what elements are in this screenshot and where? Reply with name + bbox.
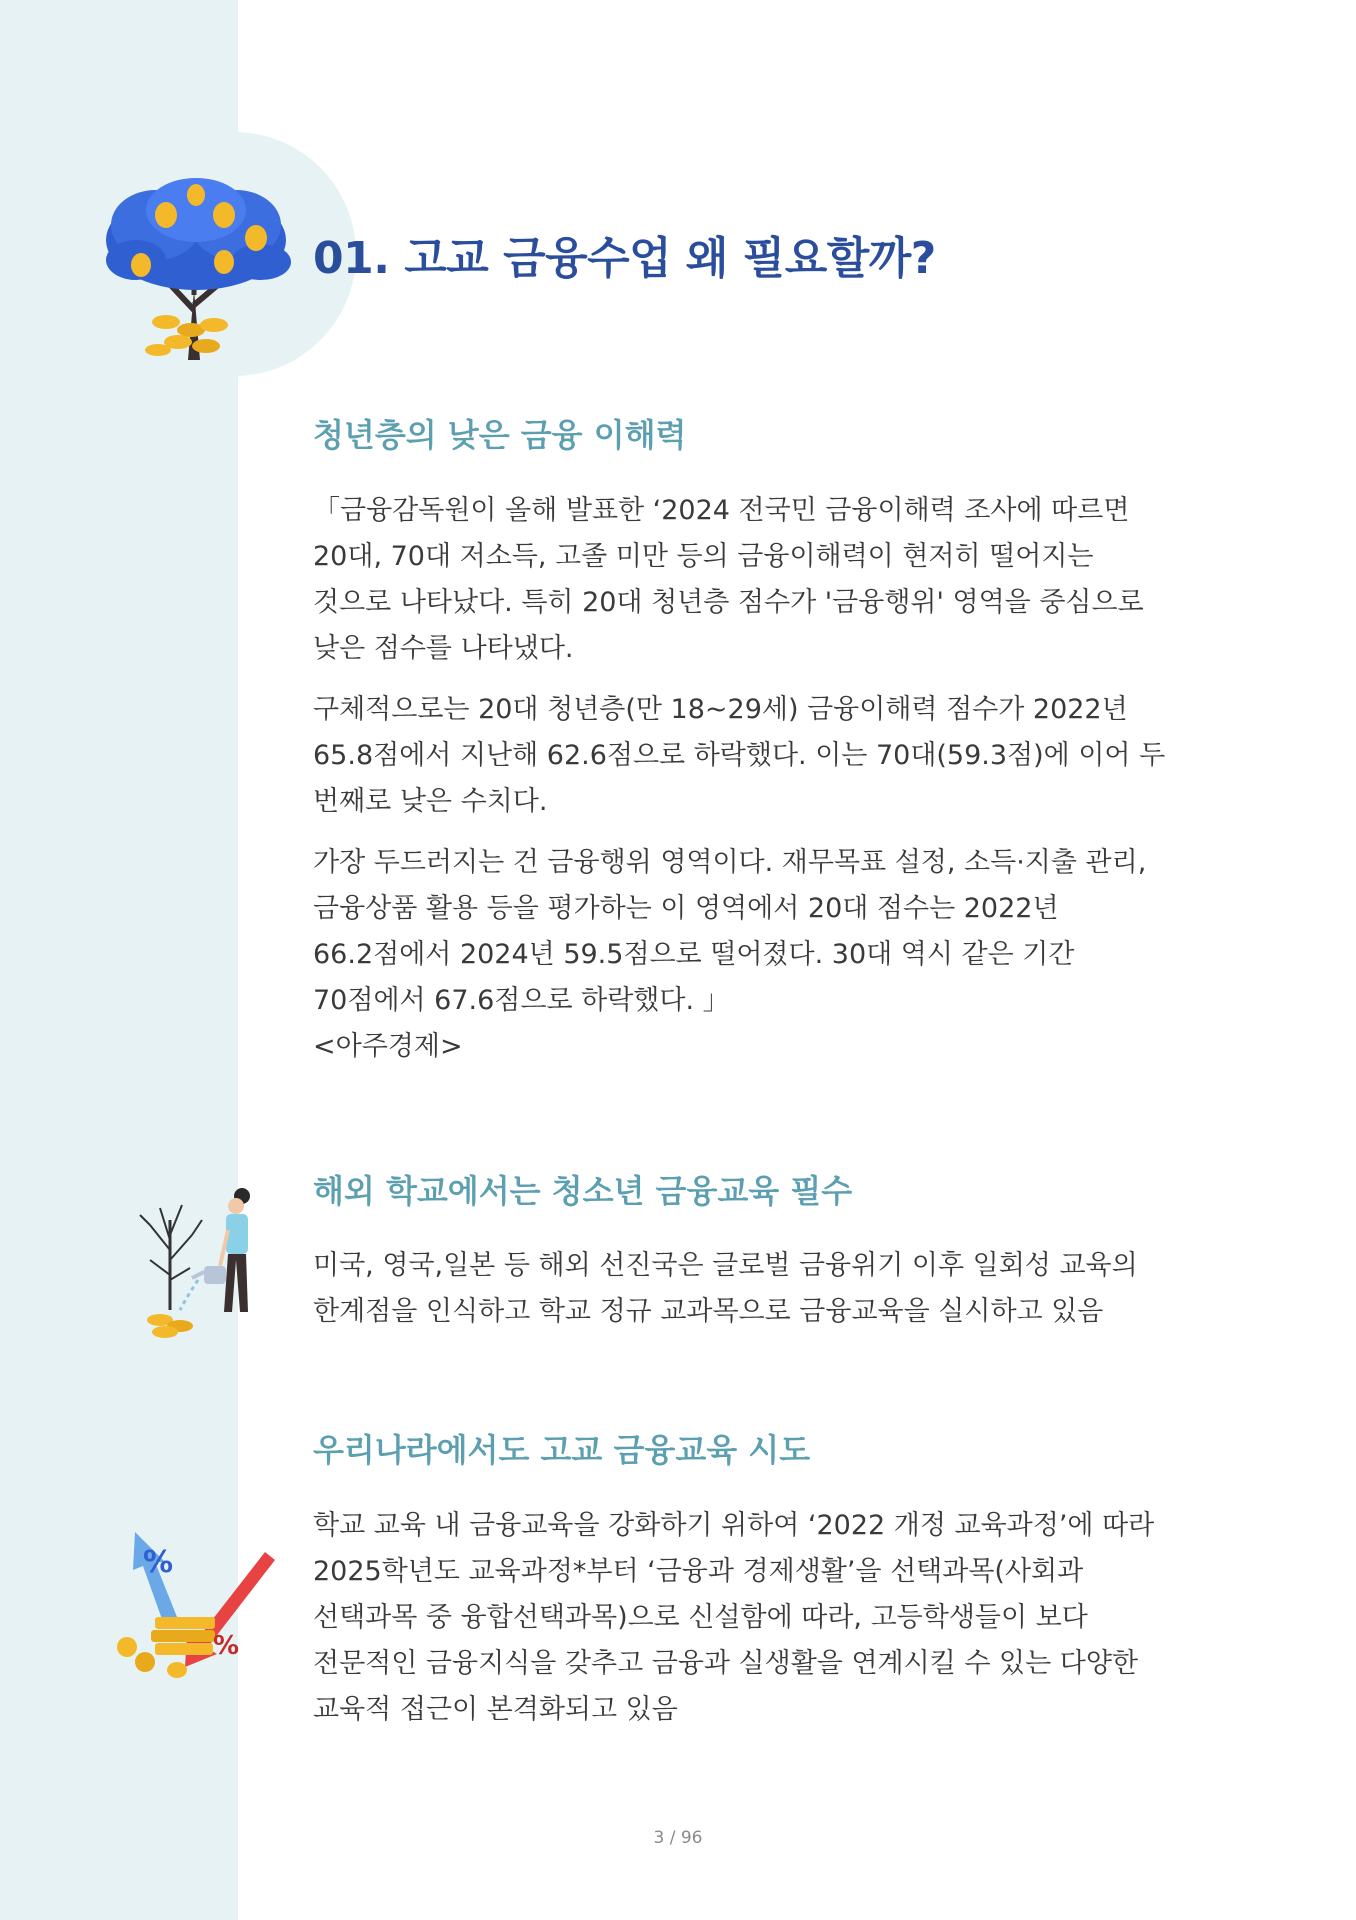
text-line: 66.2점에서 2024년 59.5점으로 떨어졌다. 30대 역시 같은 기간 <box>313 939 1075 970</box>
text-line: 2025학년도 교육과정*부터 ‘금융과 경제생활’을 선택과목(사회과 <box>313 1556 1084 1587</box>
text-line: 20대, 70대 저소득, 고졸 미만 등의 금융이해력이 현저히 떨어지는 <box>313 541 1094 572</box>
section-body-korea-schools <box>313 1503 1213 1748</box>
percent-arrows-coins-icon <box>115 1522 275 1682</box>
text-line: 번째로 낮은 수치다. <box>313 786 548 817</box>
text-line: 학교 교육 내 금융교육을 강화하기 위하여 ‘2022 개정 교육과정’에 따라 <box>313 1510 1155 1541</box>
text-line: 구체적으로는 20대 청년층(만 18~29세) 금융이해력 점수가 2022년 <box>313 694 1128 725</box>
text-line: 금융상품 활용 등을 평가하는 이 영역에서 20대 점수는 2022년 <box>313 893 1059 924</box>
section-heading-korea-schools: 우리나라에서도 고교 금융교육 시도 <box>313 1431 811 1469</box>
text-line: 낮은 점수를 나타냈다. <box>313 633 574 664</box>
paragraph <box>313 1243 1213 1335</box>
text-line: 교육적 접근이 본격화되고 있음 <box>313 1694 678 1725</box>
text-line: 가장 두드러지는 건 금융행위 영역이다. 재무목표 설정, 소득·지출 관리, <box>313 847 1147 878</box>
section-body-overseas-schools <box>313 1243 1213 1350</box>
text-line: 것으로 나타났다. 특히 20대 청년층 점수가 '금융행위' 영역을 중심으로 <box>313 587 1144 618</box>
text-line: 70점에서 67.6점으로 하락했다. 」 <box>313 985 730 1016</box>
section-body-youth-literacy <box>313 488 1213 1085</box>
percent-glyph-red: % <box>213 1631 240 1661</box>
paragraph <box>313 1503 1213 1733</box>
money-tree-icon <box>96 170 296 366</box>
paragraph <box>313 840 1213 1070</box>
paragraph <box>313 687 1213 825</box>
text-line: 한계점을 인식하고 학교 정규 교과목으로 금융교육을 실시하고 있음 <box>313 1296 1104 1327</box>
page-title: 01. 고교 금융수업 왜 필요할까? <box>313 233 936 284</box>
text-line: 65.8점에서 지난해 62.6점으로 하락했다. 이는 70대(59.3점)에 이어 두 <box>313 740 1166 771</box>
section-heading-youth-literacy: 청년층의 낮은 금융 이해력 <box>313 416 687 454</box>
paragraph <box>313 488 1213 672</box>
section-heading-overseas-schools: 해외 학교에서는 청소년 금융교육 필수 <box>313 1172 853 1210</box>
text-line: 선택과목 중 융합선택과목)으로 신설함에 따라, 고등학생들이 보다 <box>313 1602 1088 1633</box>
woman-watering-plant-icon <box>130 1180 270 1340</box>
text-line: 미국, 영국,일본 등 해외 선진국은 글로벌 금융위기 이후 일회성 교육의 <box>313 1250 1138 1281</box>
percent-glyph-blue: % <box>143 1545 174 1580</box>
page-number: 3 / 96 <box>653 1828 703 1848</box>
text-line: 「금융감독원이 올해 발표한 ‘2024 전국민 금융이해력 조사에 따르면 <box>313 495 1130 526</box>
text-line: <아주경제> <box>313 1031 463 1062</box>
text-line: 전문적인 금융지식을 갖추고 금융과 실생활을 연계시킬 수 있는 다양한 <box>313 1648 1139 1679</box>
